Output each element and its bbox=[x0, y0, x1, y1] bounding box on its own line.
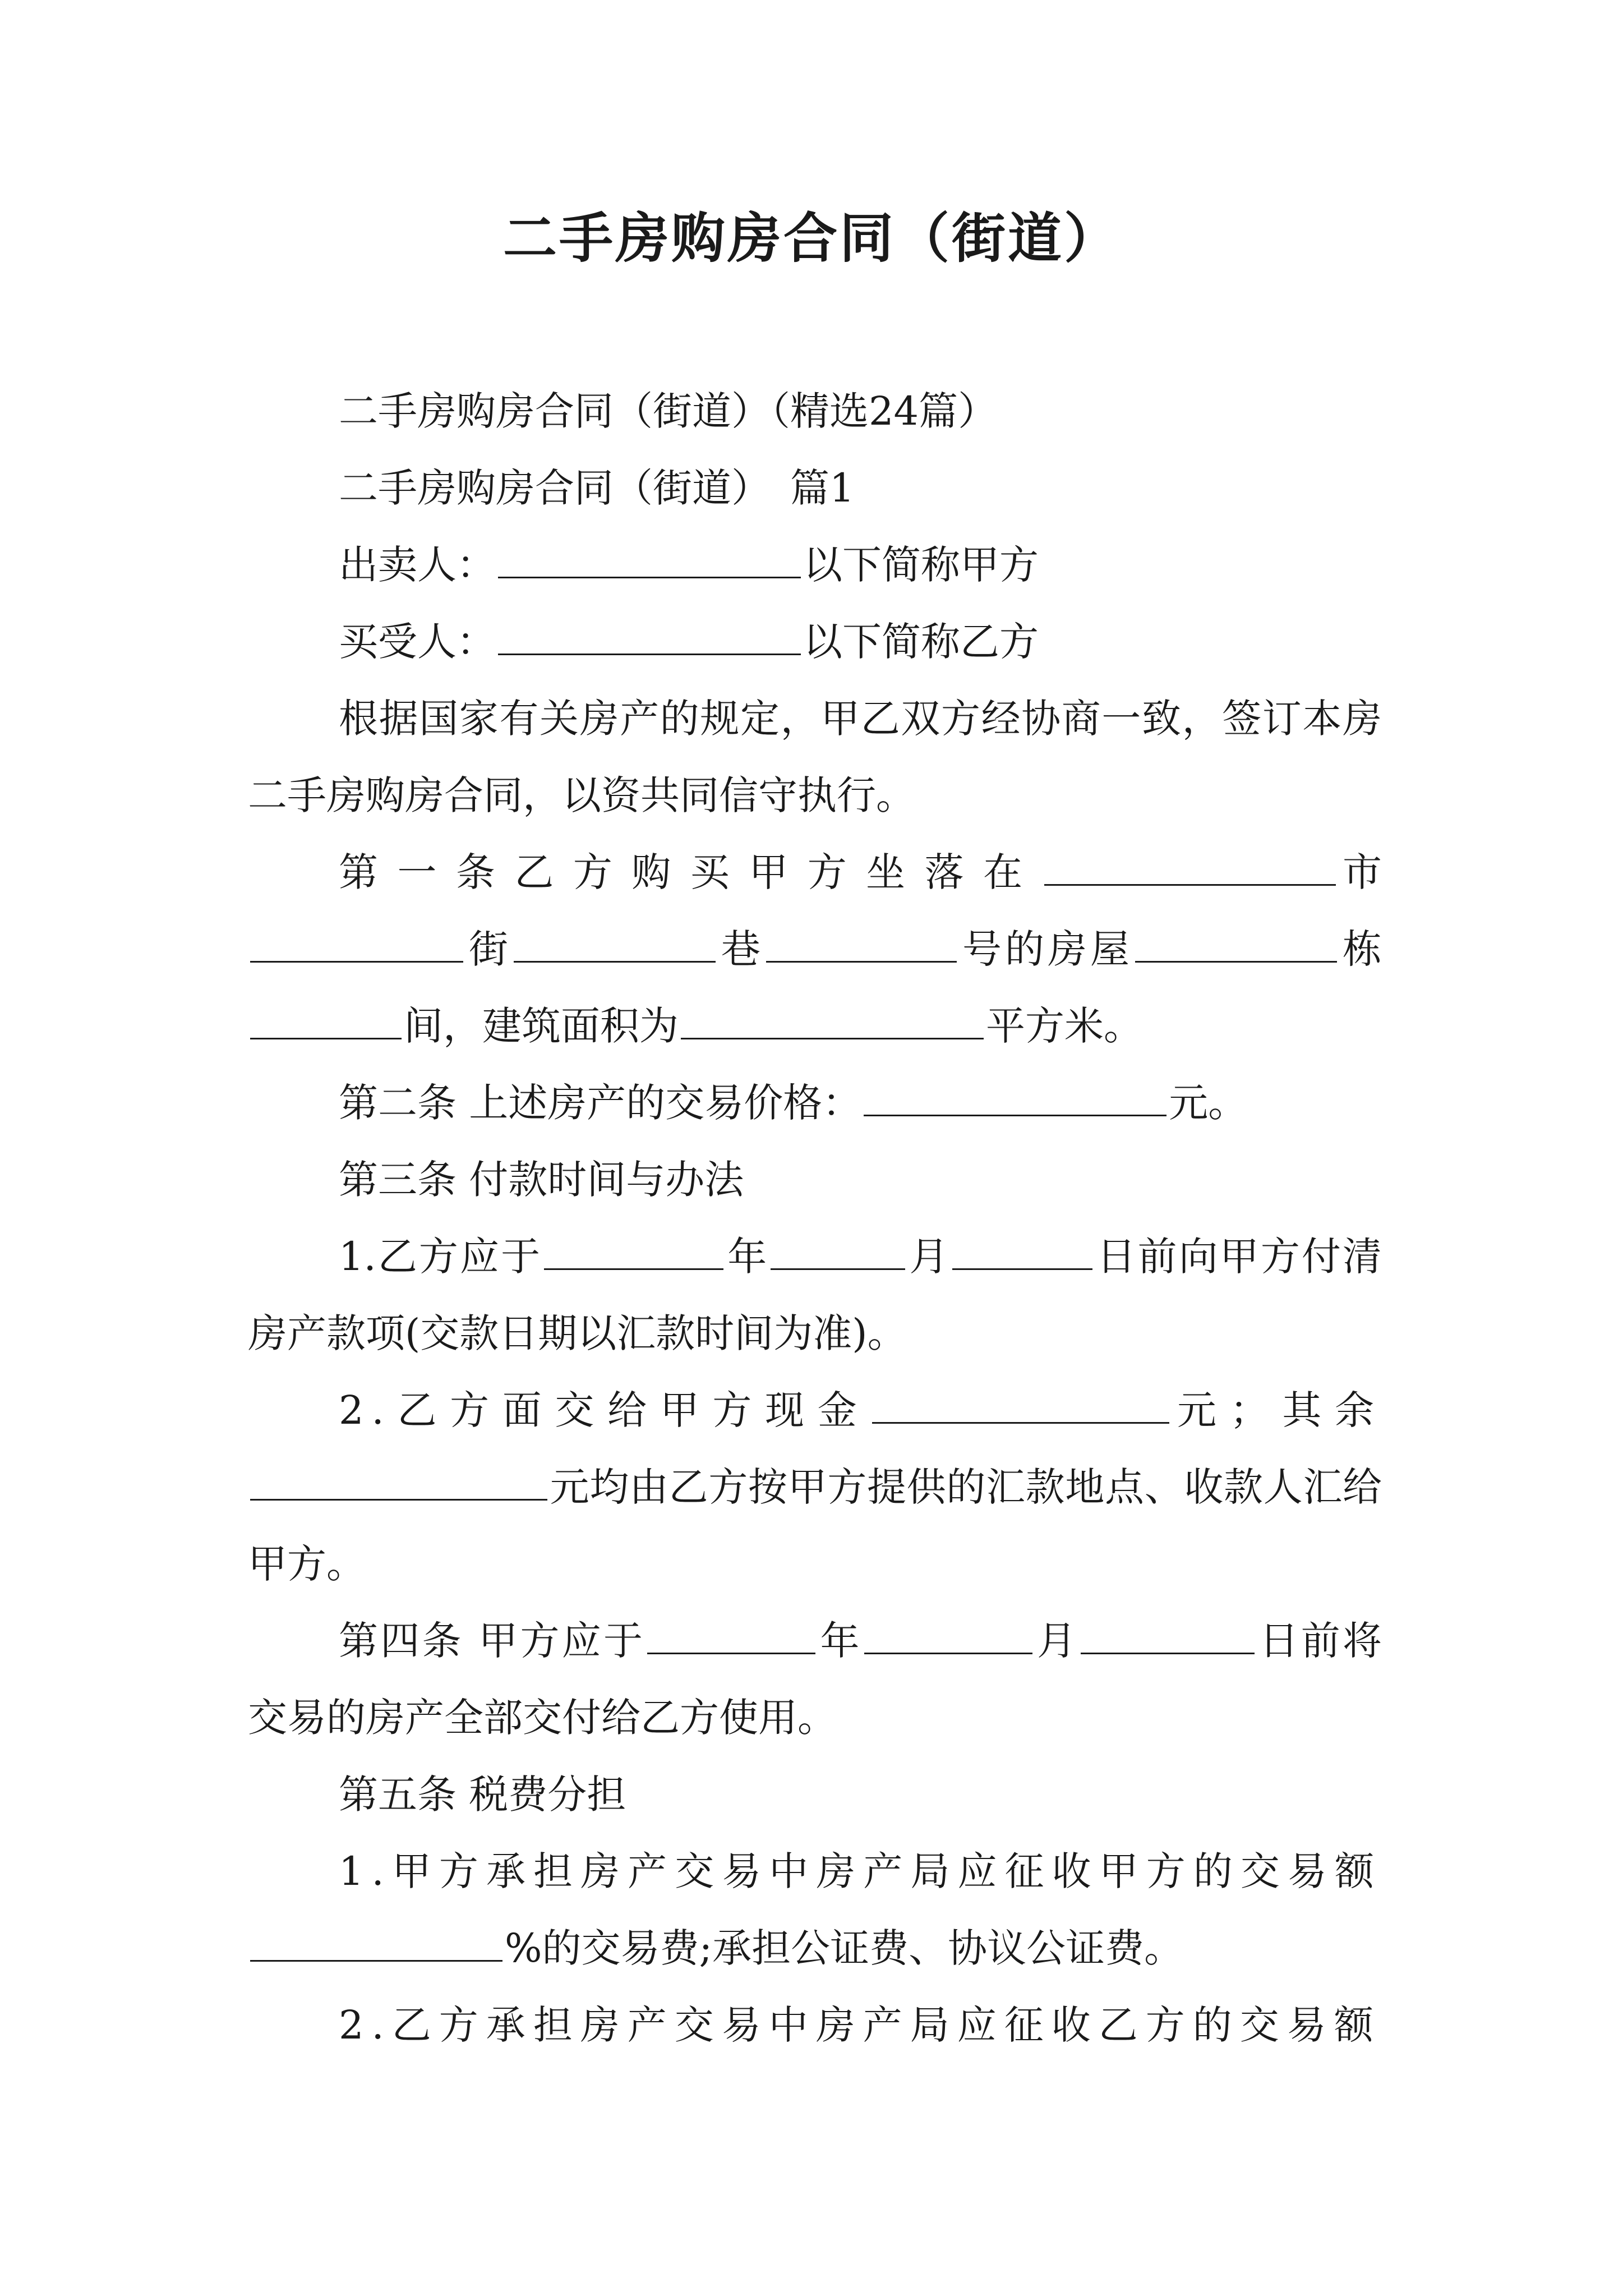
area-blank bbox=[681, 1037, 984, 1039]
seller-line: 出卖人： 以下简称甲方 bbox=[339, 542, 1039, 588]
fee-percent-blank bbox=[250, 1959, 502, 1962]
article-3-item-2: 2.乙方面交给甲方现金 元；其余元均由乙方按甲方提供的汇款地点、收款人汇给甲方。 bbox=[248, 1387, 1382, 1587]
section-heading: 二手房购房合同（街道） 篇1 bbox=[339, 465, 855, 511]
article-5-heading: 第五条 税费分担 bbox=[339, 1772, 626, 1818]
street-blank bbox=[514, 960, 716, 963]
article-5-item-2: 2.乙方承担房产交易中房产局应征收乙方的交易额 bbox=[339, 2002, 1381, 2048]
city-blank bbox=[250, 960, 463, 963]
cash-blank bbox=[872, 1421, 1169, 1424]
pay-year-blank bbox=[544, 1268, 723, 1270]
delivery-day-blank bbox=[1081, 1652, 1255, 1654]
buyer-line: 买受人： 以下简称乙方 bbox=[339, 619, 1039, 665]
house-blank bbox=[1135, 960, 1337, 963]
seller-blank bbox=[498, 576, 801, 578]
article-5-item-1: 1.甲方承担房产交易中房产局应征收甲方的交易额%的交易费;承担公证费、协议公证费。 bbox=[248, 1833, 1382, 1987]
buyer-blank bbox=[498, 653, 801, 655]
delivery-month-blank bbox=[864, 1652, 1032, 1654]
price-blank bbox=[864, 1114, 1166, 1116]
document-title: 二手房购房合同（街道） bbox=[503, 206, 1120, 270]
pay-day-blank bbox=[952, 1268, 1092, 1270]
document-body bbox=[248, 373, 1382, 2064]
location-blank bbox=[1044, 884, 1336, 886]
article-4: 第四条 甲方应于 年 月 日前将交易的房产全部交付给乙方使用。 bbox=[248, 1618, 1382, 1741]
article-3-item-1: 1.乙方应于 年 月 日前向甲方付清房产款项(交款日期以汇款时间为准)。 bbox=[248, 1234, 1382, 1356]
building-blank bbox=[250, 1037, 402, 1039]
article-3-heading: 第三条 付款时间与办法 bbox=[339, 1157, 744, 1203]
remainder-blank bbox=[250, 1498, 547, 1501]
article-1: 第一条乙方购买甲方坐落在 市街 巷 号的房屋 栋间，建筑面积为 平方米。 bbox=[248, 834, 1382, 1065]
pay-month-blank bbox=[771, 1268, 905, 1270]
preamble-paragraph: 根据国家有关房产的规定，甲乙双方经协商一致，签订本房二手房购房合同，以资共同信守执行。 bbox=[248, 696, 1382, 818]
article-2: 第二条 上述房产的交易价格： 元。 bbox=[339, 1080, 1248, 1126]
lane-blank bbox=[766, 960, 957, 963]
subtitle: 二手房购房合同（街道）（精选24篇） bbox=[339, 388, 998, 434]
delivery-year-blank bbox=[647, 1652, 815, 1654]
